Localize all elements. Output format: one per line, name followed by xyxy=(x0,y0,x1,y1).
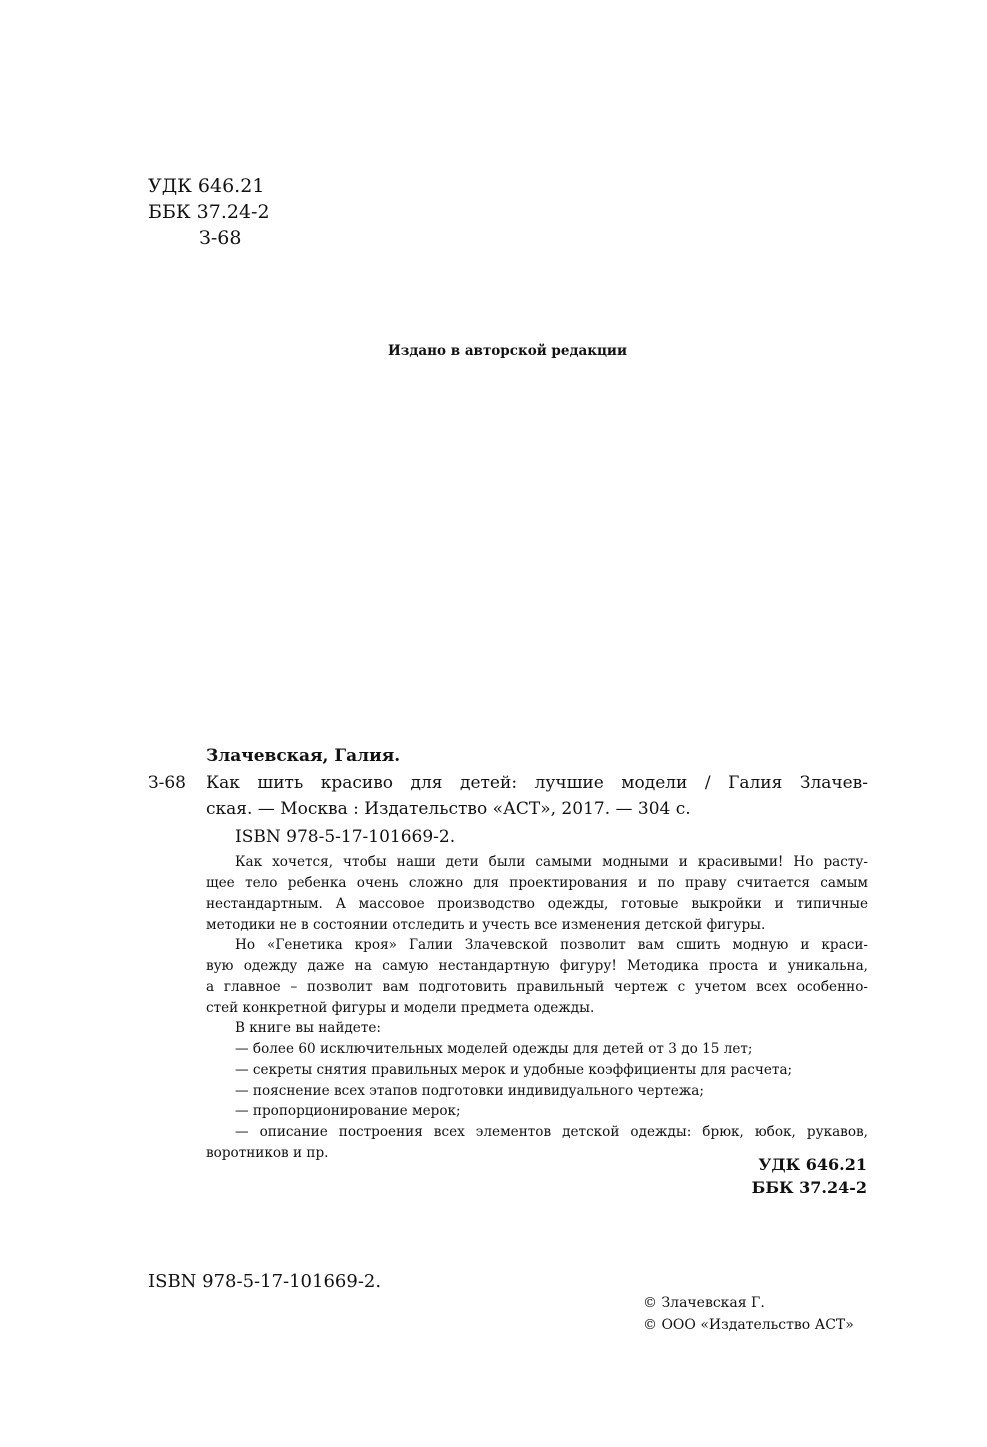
record-udk: УДК 646.21 xyxy=(758,1155,867,1174)
annotation-list-item: — секреты снятия правильных мерок и удобные коэффициенты для расчета; xyxy=(235,1062,793,1078)
copyright-publisher: © ООО «Издательство АСТ» xyxy=(643,1317,854,1333)
annotation-line-5: Но «Генетика кроя» Галии Злачевской позволит вам сшить модную и краси- xyxy=(235,937,868,953)
annotation-line-6: вую одежду даже на самую нестандартную фигуру! Методика проста и уникальна, xyxy=(206,958,868,974)
bbk-code: ББК 37.24-2 xyxy=(148,201,270,223)
author-sign: З-68 xyxy=(199,227,242,249)
annotation-line-3: нестандартным. А массовое производство одежды, готовые выкройки и типичные xyxy=(206,896,868,912)
record-author: Злачевская, Галия. xyxy=(206,746,401,766)
annotation-line-last: воротников и пр. xyxy=(206,1145,329,1161)
udk-code: УДК 646.21 xyxy=(148,175,265,197)
isbn: ISBN 978-5-17-101669-2. xyxy=(148,1271,382,1292)
copyright-author: © Злачевская Г. xyxy=(643,1295,765,1311)
annotation-list-item: — пояснение всех этапов подготовки индивидуального чертежа; xyxy=(235,1083,704,1099)
annotation-line-1: Как хочется, чтобы наши дети были самыми модными и красивыми! Но расту- xyxy=(235,854,868,870)
annotation-line-2: щее тело ребенка очень сложно для проектирования и по праву считается самым xyxy=(206,875,868,891)
edition-note: Издано в авторской редакции xyxy=(388,343,627,359)
record-title-line-1: Как шить красиво для детей: лучшие модели / Галия Злачев- xyxy=(206,773,868,793)
annotation-list-item: — пропорционирование мерок; xyxy=(235,1103,461,1119)
record-title-line-2: ская. — Москва : Издательство «АСТ», 2017. — 304 с. xyxy=(206,799,691,819)
record-isbn: ISBN 978-5-17-101669-2. xyxy=(235,827,456,847)
annotation-line-7: а главное – позволит вам подготовить правильный чертеж с учетом всех особенно- xyxy=(206,979,868,995)
record-bbk: ББК 37.24-2 xyxy=(751,1178,867,1197)
record-author-sign: З-68 xyxy=(148,773,186,793)
annotation-line-8: стей конкретной фигуры и модели предмета одежды. xyxy=(206,1000,595,1016)
annotation-list-item: — более 60 исключительных моделей одежды для детей от 3 до 15 лет; xyxy=(235,1041,753,1057)
annotation-line-4: методики не в состоянии отследить и учесть все изменения детской фигуры. xyxy=(206,917,766,933)
annotation-list-item: — описание построения всех элементов детской одежды: брюк, юбок, рукавов, xyxy=(235,1124,868,1140)
annotation-line-9: В книге вы найдете: xyxy=(235,1020,381,1036)
